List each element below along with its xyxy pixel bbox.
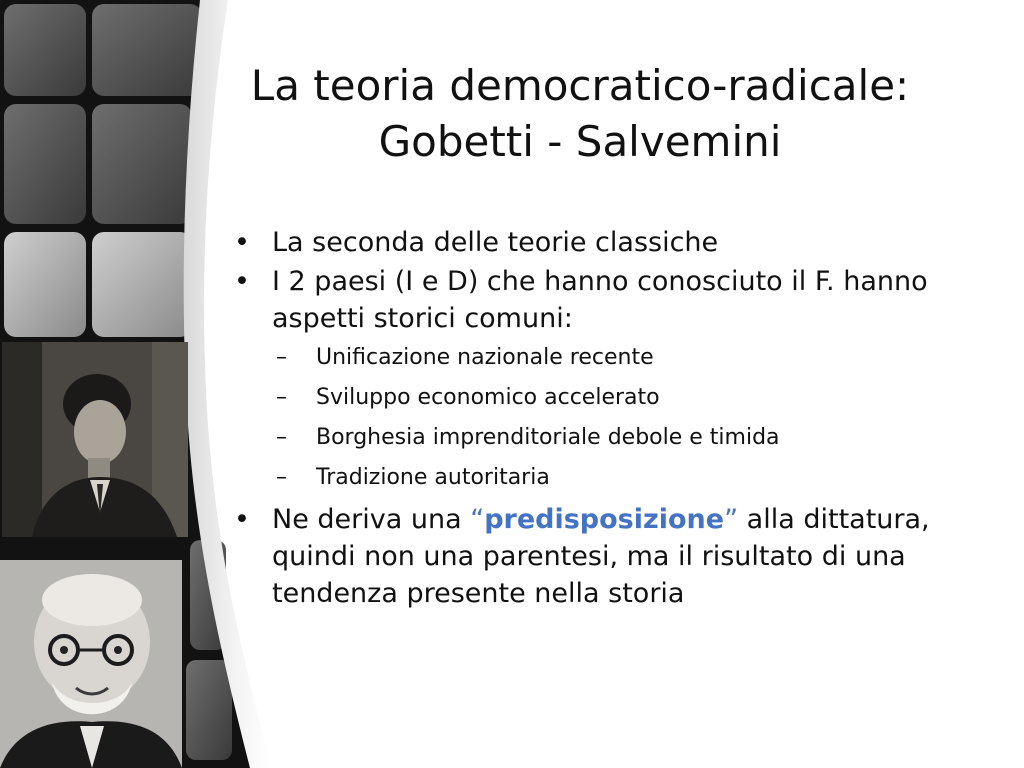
panel-tile	[92, 232, 192, 337]
bullet-item	[232, 224, 962, 261]
bullet-text-prefix: Ne deriva una	[272, 504, 471, 535]
portrait-photo-salvemini	[0, 560, 182, 768]
bullet-text: La seconda delle teorie classiche	[272, 227, 719, 258]
bullet-marker: •	[234, 266, 250, 297]
sub-bullet-item	[232, 341, 962, 374]
close-quote: ”	[724, 504, 739, 535]
bullet-text-suffix: alla dittatura, quindi non una parentesi, ma il risultato di una tendenza presente nella storia	[272, 504, 930, 609]
bullet-item	[232, 501, 962, 612]
slide-title-line-2: Gobetti - Salvemini	[378, 117, 782, 166]
bullet-text: I 2 paesi (I e D) che hanno conosciuto il F. hanno aspetti storici comuni:	[272, 266, 928, 334]
sub-bullet-text: Borghesia imprenditoriale debole e timida	[316, 425, 780, 450]
slide-body	[232, 224, 962, 614]
sub-bullet-item	[232, 461, 962, 494]
bullet-marker: •	[234, 227, 250, 258]
panel-tile	[92, 104, 192, 224]
sub-bullet-text: Tradizione autoritaria	[316, 465, 550, 490]
panel-tile	[92, 4, 202, 96]
open-quote: “	[470, 504, 485, 535]
panel-tile	[4, 232, 86, 337]
sub-bullet-marker: –	[276, 465, 287, 490]
sub-bullet-item	[232, 421, 962, 454]
slide-title-line-1: La teoria democratico-radicale:	[250, 61, 910, 110]
bullet-marker: •	[234, 504, 250, 535]
bullet-item	[232, 263, 962, 337]
panel-tile	[4, 4, 86, 96]
panel-tile	[4, 104, 86, 224]
sub-bullet-item	[232, 381, 962, 414]
sub-bullet-list	[232, 341, 962, 494]
portrait-photo-gobetti	[2, 342, 188, 537]
sub-bullet-marker: –	[276, 425, 287, 450]
sub-bullet-text: Sviluppo economico accelerato	[316, 385, 660, 410]
sub-bullet-text: Unificazione nazionale recente	[316, 345, 654, 370]
panel-tile	[186, 660, 232, 760]
sub-bullet-marker: –	[276, 345, 287, 370]
sub-bullet-marker: –	[276, 385, 287, 410]
emphasized-term: predisposizione	[484, 504, 725, 535]
slide-title	[205, 58, 955, 170]
